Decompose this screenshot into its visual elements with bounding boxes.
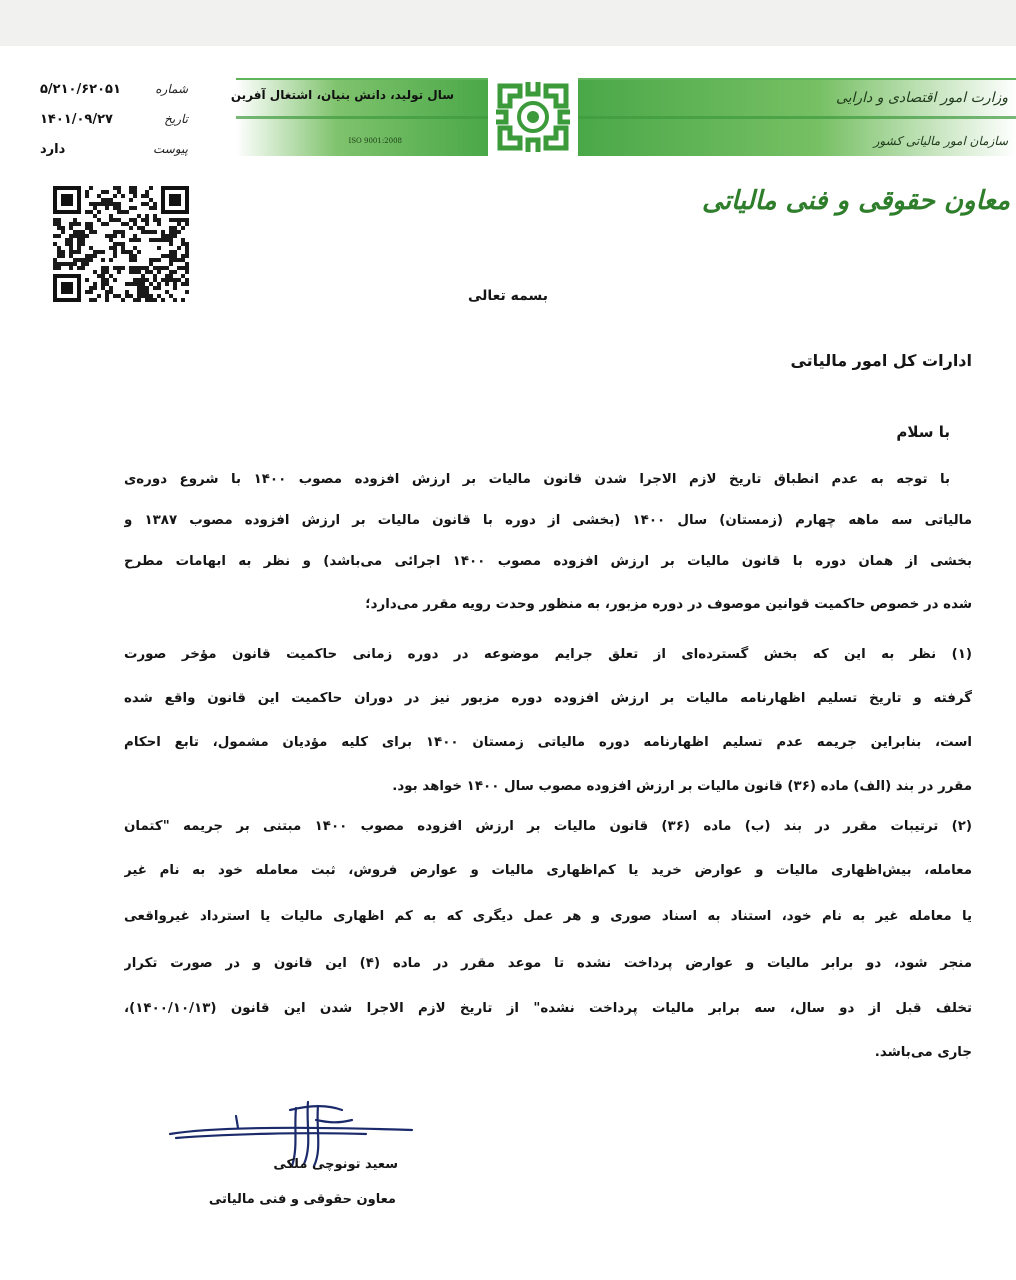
body-line: (۲) ترتیبات مقرر در بند (ب) ماده (۳۶) قانون مالیات بر ارزش افزوده مصوب ۱۴۰۰ مبتنی بر جریمه "کتمان: [124, 819, 972, 834]
ministry-name: وزارت امور اقتصادی و دارایی: [835, 90, 1008, 106]
body-line: تخلف قبل از دو سال، سه برابر مالیات پرداخت نشده" از تاریخ لازم الاجرا شدن این قانون (۱۴۰۰/۱۰/۱۳)،: [124, 1001, 972, 1016]
date-value: ۱۴۰۱/۰۹/۲۷: [40, 111, 113, 127]
body-line: شده در خصوص حاکمیت قوانین موصوف در دوره مزبور، به منظور وحدت رویه مقرر می‌دارد؛: [365, 597, 972, 612]
meta-date-row: [40, 104, 188, 134]
body-line: (۱) نظر به این که بخش گسترده‌ای از تعلق جرایم موضوعه در دوره زمانی حاکمیت قانون مؤخر صورت: [124, 647, 972, 662]
iso-label: ISO 9001:2008: [348, 137, 402, 145]
body-line: منجر شود، دو برابر مالیات و عوارض پرداخت نشده تا موعد مقرر در ماده (۴) این قانون و در صورت تکرار: [124, 956, 972, 971]
body-line: معامله، بیش‌اظهاری مالیات و عوارض خرید یا کم‌اظهاری مالیات و عوارض فروش، ثبت معامله خود به نام غیر: [124, 863, 972, 878]
attachment-label: پیوست: [153, 142, 188, 156]
meta-number-row: [40, 74, 188, 104]
body-line: یا معامله غیر به نام خود، استناد به اسناد صوری و هر عمل دیگری که به کم اظهاری مالیات یا استرداد غیرواقعی: [124, 909, 972, 924]
tax-organization-emblem-icon: [490, 76, 576, 158]
department-title: معاون حقوقی و فنی مالیاتی: [702, 186, 1010, 216]
organization-name: سازمان امور مالیاتی کشور: [873, 134, 1008, 148]
letter-meta: [40, 74, 188, 164]
attachment-value: دارد: [40, 141, 66, 157]
body-line: بخشی از همان دوره با قانون مالیات بر ارزش افزوده مصوب ۱۴۰۰ اجرائی می‌باشد) و نظر به ابهامات مطرح: [124, 554, 972, 569]
body-line: با توجه به عدم انطباق تاریخ لازم الاجرا شدن قانون مالیات بر ارزش افزوده مصوب ۱۴۰۰ با شروع دوره‌ی: [124, 472, 951, 487]
meta-attachment-row: [40, 134, 188, 164]
number-label: شماره: [155, 82, 188, 96]
body-line: گرفته و تاریخ تسلیم اظهارنامه مالیات بر ارزش افزوده دوره مزبور نیز در دوران حاکمیت این قانون واقع شده: [124, 691, 972, 706]
recipient: ادارات کل امور مالیاتی: [790, 351, 972, 370]
body-line: است، بنابراین جریمه عدم تسلیم اظهارنامه دوره مالیاتی زمستان ۱۴۰۰ برای کلیه مؤدیان مشمول، تابع احکام: [124, 735, 972, 750]
screenshot-top-strip: [0, 0, 1016, 46]
signatory-name: سعید تونوچی ملکی: [273, 1157, 398, 1172]
date-label: تاریخ: [164, 112, 188, 126]
year-motto: سال تولید، دانش بنیان، اشتغال آفرین: [230, 88, 454, 102]
qr-code-icon: [52, 186, 190, 302]
banner-stripe: [578, 116, 1016, 119]
header-banner-left: [230, 78, 488, 156]
body-line: مالیاتی سه ماهه چهارم (زمستان) سال ۱۴۰۰ (بخشی از دوره با قانون مالیات بر ارزش افزوده مصوب ۱۳۸۷ و: [124, 513, 972, 528]
invocation: بسمه تعالی: [467, 288, 549, 304]
banner-stripe: [236, 116, 488, 119]
number-value: ۵/۲۱۰/۶۲۰۵۱: [40, 81, 121, 97]
body-line: مقرر در بند (الف) ماده (۳۶) قانون مالیات بر ارزش افزوده مصوب سال ۱۴۰۰ خواهد بود.: [392, 779, 972, 794]
body-line: جاری می‌باشد.: [874, 1045, 972, 1060]
greeting: با سلام: [896, 423, 950, 441]
header-banner-right: [578, 78, 1016, 156]
signatory-title: معاون حقوقی و فنی مالیاتی: [208, 1192, 396, 1207]
